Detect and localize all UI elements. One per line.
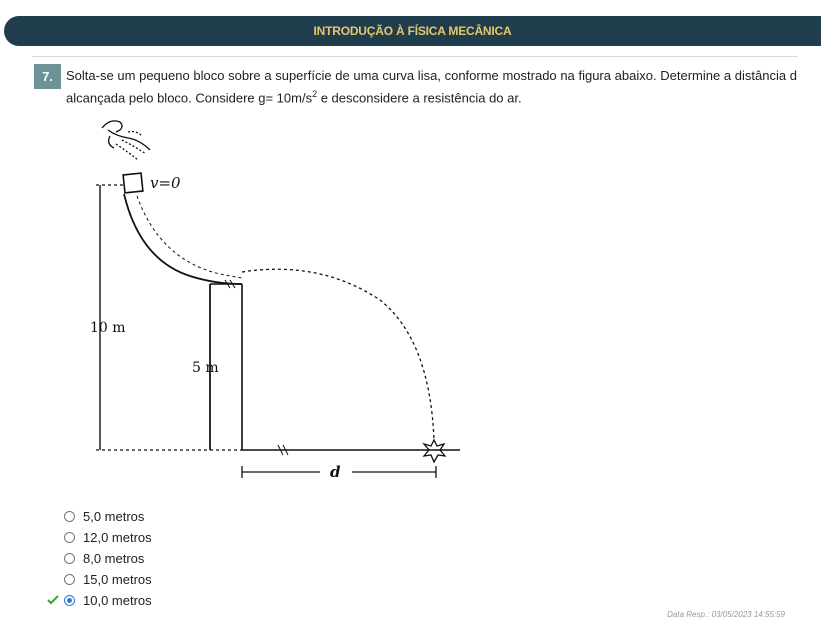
option-item-selected[interactable]	[46, 590, 152, 611]
question-number: 7.	[34, 64, 61, 89]
option-label: 12,0 metros	[83, 530, 152, 545]
physics-figure	[80, 110, 480, 490]
answer-options	[46, 506, 152, 611]
question-text	[66, 66, 797, 107]
option-item[interactable]	[46, 548, 152, 569]
question-text-main: Solta-se um pequeno bloco sobre a superfície de uma curva lisa, conforme mostrado na figura abaixo. Determine a distância d alcançada pelo bloco. Considere g= 10m/s	[66, 68, 797, 106]
block	[123, 173, 143, 193]
trajectory	[242, 269, 434, 440]
option-item[interactable]	[46, 569, 152, 590]
page-title: INTRODUÇÃO À FÍSICA MECÂNICA	[313, 24, 512, 38]
exponent: 2	[312, 89, 318, 99]
response-date: Data Resp.: 03/05/2023 14:55:59	[667, 610, 785, 619]
radio-icon[interactable]	[64, 574, 75, 585]
check-placeholder	[46, 531, 64, 545]
page-header	[4, 16, 821, 46]
option-item[interactable]	[46, 527, 152, 548]
checkmark-icon	[46, 594, 64, 608]
radio-selected-icon[interactable]	[64, 595, 75, 606]
height-ramp-label: 5 m	[192, 360, 219, 376]
distance-label: d	[330, 463, 341, 481]
radio-icon[interactable]	[64, 511, 75, 522]
radio-icon[interactable]	[64, 553, 75, 564]
option-label: 15,0 metros	[83, 572, 152, 587]
option-label: 10,0 metros	[83, 593, 152, 608]
option-label: 5,0 metros	[83, 509, 145, 524]
option-item[interactable]	[46, 506, 152, 527]
check-placeholder	[46, 573, 64, 587]
impact-star-icon	[424, 440, 445, 462]
check-placeholder	[46, 552, 64, 566]
radio-icon[interactable]	[64, 532, 75, 543]
check-placeholder	[46, 510, 64, 524]
divider	[32, 56, 798, 57]
height-total-label: 10 m	[90, 320, 126, 336]
question-text-end: e desconsidere a resistência do ar.	[317, 90, 522, 106]
hand-icon	[102, 121, 150, 160]
option-label: 8,0 metros	[83, 551, 145, 566]
velocity-label: v=0	[150, 174, 181, 192]
